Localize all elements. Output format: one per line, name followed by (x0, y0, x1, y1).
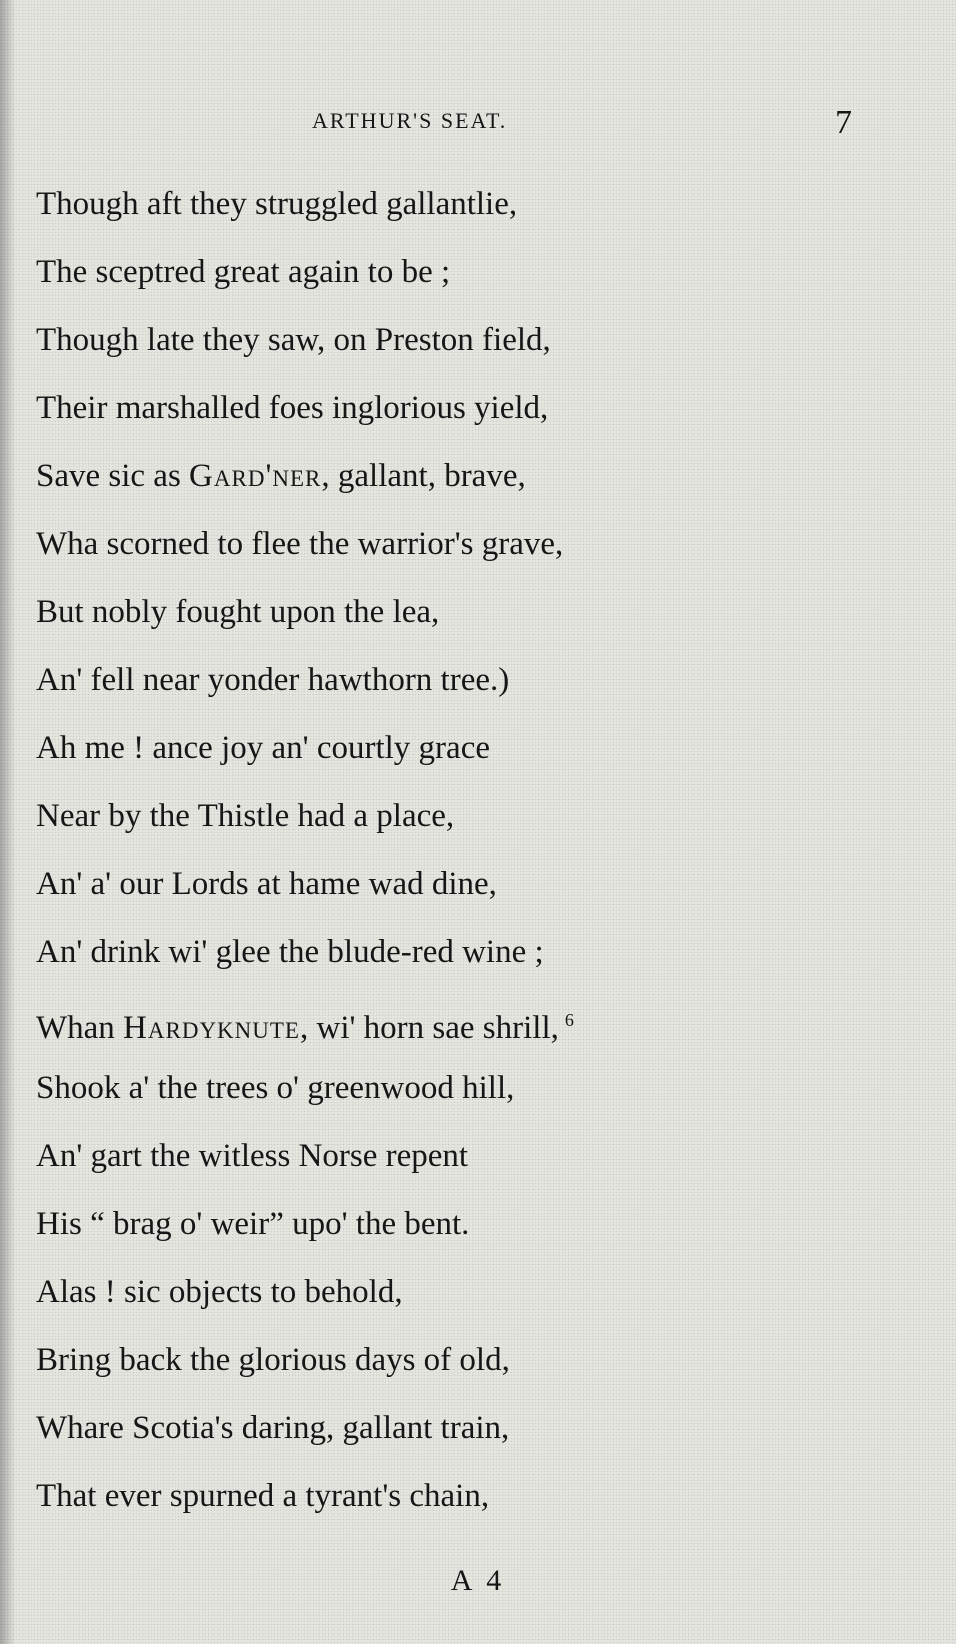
verse-line (36, 1402, 916, 1470)
running-title: ARTHUR'S SEAT. (312, 108, 508, 133)
verse-line (36, 858, 916, 926)
verse-line (36, 1130, 916, 1198)
verse-line (36, 926, 916, 994)
signature-mark: A 4 (450, 1564, 506, 1597)
running-head (0, 104, 956, 144)
verse-line (36, 1062, 916, 1130)
verse-line-text: Whan (36, 1010, 124, 1046)
verse-line-text: An' fell near yonder hawthorn tree.) (36, 662, 510, 698)
verse-line (36, 246, 916, 314)
verse-line-text: An' drink wi' glee the blude-red wine ; (36, 934, 544, 970)
poem-verse (36, 178, 916, 1538)
verse-line (36, 1198, 916, 1266)
verse-line-text: Near by the Thistle had a place, (36, 798, 455, 834)
verse-line (36, 790, 916, 858)
verse-line (36, 382, 916, 450)
verse-line-text: Wha scorned to flee the warrior's grave, (36, 526, 564, 562)
verse-line-text: Bring back the glorious days of old, (36, 1342, 510, 1378)
note-reference: 6 (564, 1010, 574, 1030)
proper-name-gardner: Gard'ner (189, 458, 322, 494)
verse-line (36, 178, 916, 246)
verse-line-text: , wi' horn sae shrill, (299, 1010, 559, 1046)
page-number: 7 (835, 104, 852, 141)
verse-line-text: The sceptred great again to be ; (36, 254, 451, 290)
verse-line (36, 722, 916, 790)
verse-line-text: That ever spurned a tyrant's chain, (36, 1478, 490, 1514)
verse-line (36, 1334, 916, 1402)
verse-line (36, 1470, 916, 1538)
verse-line-text: Shook a' the trees o' greenwood hill, (36, 1070, 515, 1106)
verse-line-text: Ah me ! ance joy an' courtly grace (36, 730, 490, 766)
page-gutter-shadow (0, 0, 16, 1644)
verse-line-text: Though aft they struggled gallantlie, (36, 186, 518, 222)
verse-line (36, 1266, 916, 1334)
verse-line (36, 586, 916, 654)
verse-line-text: An' gart the witless Norse repent (36, 1138, 469, 1174)
verse-line (36, 994, 916, 1062)
verse-line-text: Their marshalled foes inglorious yield, (36, 390, 549, 426)
verse-line-text: Whare Scotia's daring, gallant train, (36, 1410, 510, 1446)
verse-line-text: His “ brag o' weir” upo' the bent. (36, 1206, 470, 1242)
verse-line-text: Alas ! sic objects to behold, (36, 1274, 403, 1310)
verse-line (36, 314, 916, 382)
verse-line (36, 450, 916, 518)
verse-line-text: , gallant, brave, (321, 458, 526, 494)
proper-name-hardyknute: Hardyknute (123, 1010, 300, 1046)
verse-line (36, 518, 916, 586)
verse-line-text: But nobly fought upon the lea, (36, 594, 440, 630)
verse-line-text: Save sic as (36, 458, 190, 494)
verse-line-text: Though late they saw, on Preston field, (36, 322, 551, 358)
verse-line-text: An' a' our Lords at hame wad dine, (36, 866, 497, 902)
verse-line (36, 654, 916, 722)
